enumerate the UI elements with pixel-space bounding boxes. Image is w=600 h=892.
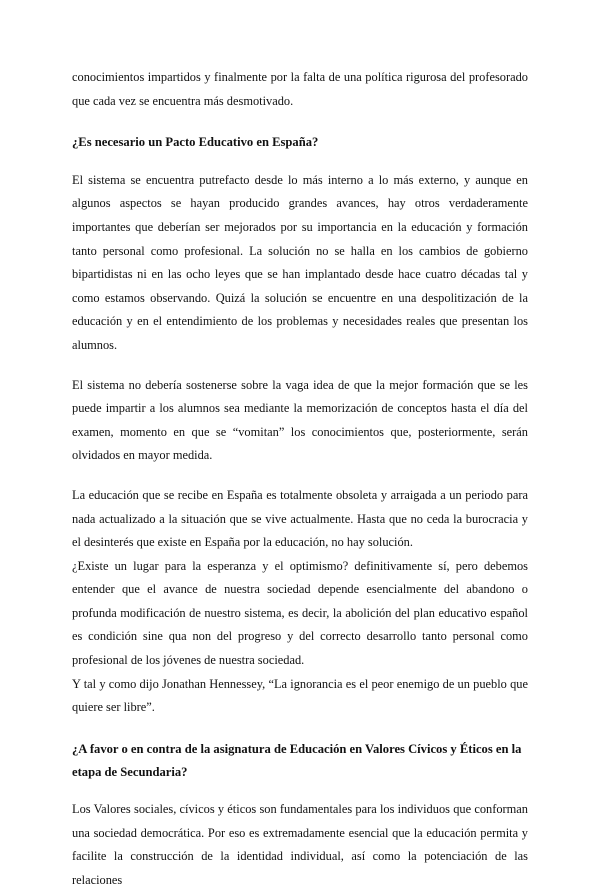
paragraph-memorizacion: El sistema no debería sostenerse sobre la vaga idea de que la mejor formación que se les puede impartir a los alumnos sea mediante la memorización de conceptos hasta el día del examen, momento en que se “vomitan” los conocimientos que, posteriormente, serán olvidados en mayor medida. <box>72 377 528 463</box>
document-page <box>72 66 528 892</box>
paragraph-intro: conocimientos impartidos y finalmente por la falta de una política rigurosa del profesorado que cada vez se encuentra más desmotivado. <box>72 70 528 108</box>
heading-pacto-educativo: ¿Es necesario un Pacto Educativo en España? <box>72 135 319 150</box>
paragraph-educacion-obsoleta: La educación que se recibe en España es totalmente obsoleta y arraigada a un periodo para nada actualizado a la situación que se vive actualmente. Hasta que no ceda la burocracia y el desinterés que existe en España por la educación, no hay solución. <box>72 487 528 550</box>
paragraph-esperanza: ¿Existe un lugar para la esperanza y el optimismo? definitivamente sí, pero debemos entender que el avance de nuestra sociedad depende esencialmente del abandono o profunda modificación de nuestro sistema, es decir, la abolición del plan educativo español es condición sine qua non del progreso y del correcto desarrollo tanto personal como profesional de los jóvenes de nuestra sociedad. <box>72 558 528 668</box>
paragraph-cita-hennessey: Y tal y como dijo Jonathan Hennessey, “La ignorancia es el peor enemigo de un pueblo que quiere ser libre”. <box>72 676 528 715</box>
paragraph-sistema-putrefacto: El sistema se encuentra putrefacto desde lo más interno a lo más externo, y aunque en algunos aspectos se hayan producido grandes avances, hay otros verdaderamente importantes que deberían ser mejorados por su importancia en la educación y formación tanto personal como profesional. La solución no se halla en los cambios de gobierno bipartidistas ni en las ocho leyes que se han implantado desde hace cuatro décadas tal y como estamos observando. Quizá la solución se encuentre en una despolitización de la educación y en el entendimiento de los problemas y necesidades reales que presentan los alumnos. <box>72 172 528 352</box>
paragraph-valores-sociales: Los Valores sociales, cívicos y éticos son fundamentales para los individuos que conforman una sociedad democrática. Por eso es extremadamente esencial que la educación permita y facilite la construcción de la identidad individual, así como la potenciación de las relaciones <box>72 802 528 887</box>
heading-valores-civicos: ¿A favor o en contra de la asignatura de Educación en Valores Cívicos y Éticos en la etapa de Secundaria? <box>72 741 522 780</box>
